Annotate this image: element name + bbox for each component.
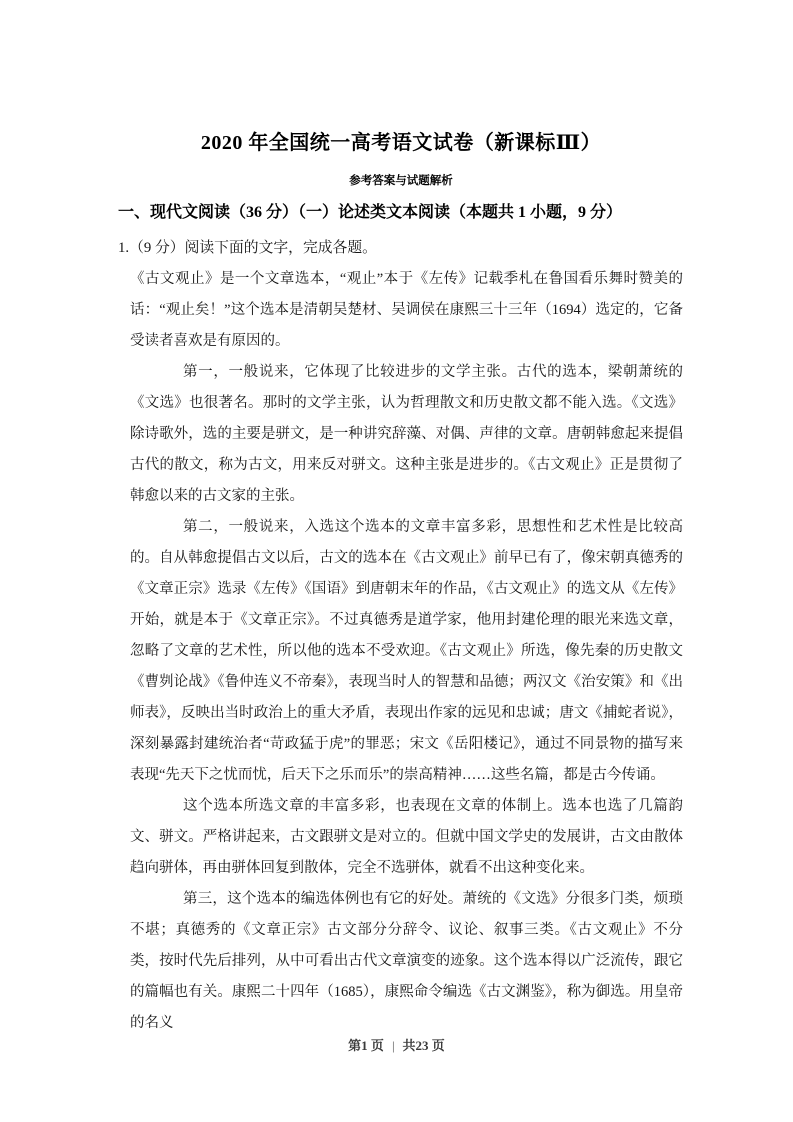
passage-paragraph: 第二，一般说来，入选这个选本的文章丰富多彩，思想性和艺术性是比较高的。自从韩愈提倡古文以后，古文的选本在《古文观止》前早已有了，像宋朝真德秀的《文章正宗》选录《左传》《国语》到唐朝末年的作品，《古文观止》的选文从《左传》开始，就是本于《文章正宗》。不过真德秀是道学家，他用封建伦理的眼光来选文章，忽略了文章的艺术性，所以他的选本不受欢迎。《古文观止》所选，像先秦的历史散文《曹刿论战》《鲁仲连义不帝秦》，表现当时人的智慧和品德；两汉文《治安策》和《出师表》，反映出当时政治上的重大矛盾，表现出作家的远见和忠诚；唐文《捕蛇者说》，深刻暴露封建统治者“苛政猛于虎”的罪恶；宋文《岳阳楼记》，通过不同景物的描写来表现“先天下之忧而忧，后天下之乐而乐”的崇高精神……这些名篇，都是古今传诵。 (130, 519, 683, 783)
passage-paragraph: 这个选本所选文章的丰富多彩，也表现在文章的体制上。选本也选了几篇韵文、骈文。严格讲起来，古文跟骈文是对立的。但就中国文学史的发展讲，古文由散体趋向骈体，再由骈体回复到散体，完全不选骈体，就看不出这种变化来。 (130, 798, 683, 876)
question-intro: 1.（9 分）阅读下面的文字，完成各题。 (118, 240, 377, 256)
passage-paragraph: 第一，一般说来，它体现了比较进步的文学主张。古代的选本，梁朝萧统的《文选》也很著名。那时的文学主张，认为哲理散文和历史散文都不能入选。《文选》除诗歌外，选的主要是骈文，是一种讲究辞藻、对偶、声律的文章。唐朝韩愈起来提倡古代的散文，称为古文，用来反对骈文。这种主张是进步的。《古文观止》正是贯彻了韩愈以来的古文家的主张。 (130, 364, 683, 504)
section-heading: 一、现代文阅读（36 分）（一）论述类文本阅读（本题共 1 小题，9 分） (118, 204, 623, 221)
document-content (118, 128, 684, 1039)
page-footer (0, 1038, 793, 1053)
passage-paragraph: 第三，这个选本的编选体例也有它的好处。萧统的《文选》分很多门类，烦琐不堪；真德秀的《文章正宗》古文部分分辞令、议论、叙事三类。《古文观止》不分类，按时代先后排列，从中可看出古代文章演变的迹象。这个选本得以广泛流传，跟它的篇幅也有关。康熙二十四年（1685），康熙命令编选《古文渊鉴》，称为御选。用皇帝的名义 (130, 891, 683, 1031)
passage-paragraph: 《古文观止》是一个文章选本，“观止”本于《左传》记载季札在鲁国看乐舞时赞美的话：“观止矣！”这个选本是清朝吴楚材、吴调侯在康熙三十三年（1694）选定的，它备受读者喜欢是有原因的。 (130, 271, 683, 349)
page-title: 2020 年全国统一高考语文试卷（新课标Ⅲ） (200, 132, 602, 154)
footer-separator: | (391, 1038, 395, 1053)
passage (130, 264, 683, 1039)
footer-total-pages: 共23 页 (402, 1038, 445, 1053)
footer-page-number: 第1 页 (348, 1038, 384, 1053)
document-subtitle: 参考答案与试题解析 (349, 175, 453, 187)
